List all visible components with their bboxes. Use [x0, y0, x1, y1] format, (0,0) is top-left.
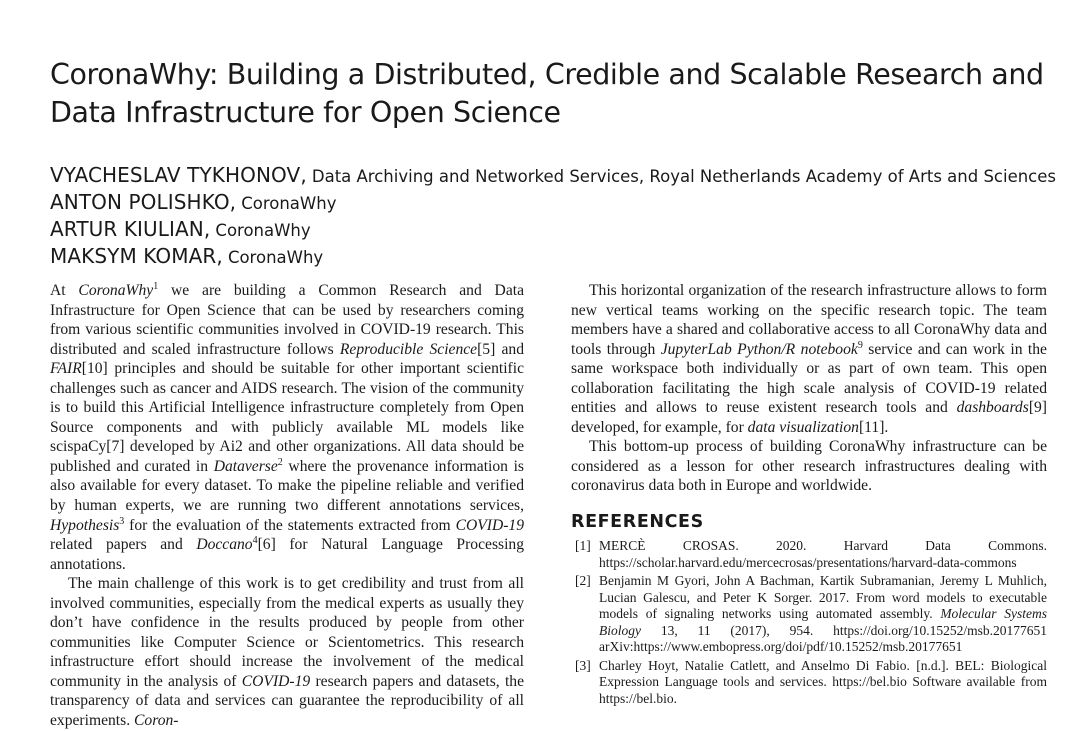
text-run: This horizontal organization of the research infrastructure allows to form new vertical teams working on the specific research topic. The team members have a shared and collaborative access to all CoronaWhy data and tools through	[571, 282, 1047, 358]
text-run: The main challenge of this work is to get credibility and trust from all involved communities, especially from the medical experts as usually they don’t have confidence in the results produced by people from other communities like Computer Science or Scientometrics. This research infrastructure effort should increase the involvement of the medical community in the analysis of	[50, 575, 524, 690]
text-run: At	[50, 282, 79, 299]
references-heading: REFERENCES	[571, 512, 704, 532]
reference-number: [3]	[575, 657, 591, 673]
author-name: ARTUR KIULIAN,	[50, 217, 211, 241]
text-run: [5] and	[477, 340, 524, 358]
footnote-marker: 1	[153, 281, 159, 292]
footnote-marker: 9	[857, 339, 863, 351]
reference-item	[575, 658, 1047, 708]
italic-term: Doccano	[196, 536, 253, 554]
body-paragraph	[571, 281, 1047, 437]
italic-term: JupyterLab Python/R notebook	[660, 340, 858, 358]
italic-term: data visualization	[747, 418, 859, 436]
body-paragraph	[50, 574, 524, 730]
reference-item	[575, 538, 1047, 571]
footnote-marker: 3	[119, 515, 125, 527]
author-name: MAKSYM KOMAR,	[50, 244, 223, 268]
italic-term: Coron-	[134, 712, 179, 730]
text-run: [9] developed, for example, for	[571, 399, 1047, 436]
italic-term: COVID-19	[241, 672, 311, 690]
author-entry	[50, 216, 1080, 243]
text-run: where the provenance information is also available for every dataset. To make the pipeline reliable and verified by human experts, we are running two different annotations services,	[50, 457, 524, 515]
text-run: for the evaluation of the statements extracted from	[124, 516, 456, 534]
text-run: service and can work in the same workspace both individually or as part of own team. This open collaboration facilitating the high scale analysis of COVID-19 related entities and allows to reuse existent research tools and	[571, 340, 1047, 417]
reference-list	[575, 538, 1047, 709]
author-name: ANTON POLISHKO,	[50, 190, 237, 214]
right-column	[571, 281, 1047, 496]
author-list	[50, 162, 1080, 270]
author-affiliation: Data Archiving and Networked Services, Royal Netherlands Academy of Arts and Sciences	[311, 167, 1057, 186]
footnote-marker: 4	[252, 535, 258, 547]
reference-text: Benjamin M Gyori, John A Bachman, Kartik Subramanian, Jeremy L Muhlich, Lucian Galescu, and Peter K Sorger. 2017. From word models to executable models of signaling networks using automated assembly.	[599, 573, 1047, 621]
text-run: [6] for Natural Language Processing annotations.	[50, 536, 525, 573]
text-run: research papers and datasets, the transparency of data and services can guarantee the reproducibility of all experiments.	[50, 672, 525, 730]
left-column	[50, 281, 524, 731]
text-run: we are building a Common Research and Data Infrastructure for Open Science that can be used by researchers coming from various scientific communities involved in COVID-19 research. This distributed and scaled infrastructure follows	[50, 282, 524, 358]
author-entry	[50, 243, 1080, 270]
italic-term: COVID-19	[455, 516, 524, 534]
italic-term: dashboards	[956, 399, 1029, 417]
reference-text: 13, 11 (2017), 954. https://doi.org/10.15252/msb.20177651 arXiv:https://www.embopress.org/doi/pdf/10.15252/msb.20177651	[599, 622, 1047, 654]
italic-term: FAIR	[50, 360, 82, 378]
reference-item	[575, 573, 1047, 656]
text-run: related papers and	[50, 536, 197, 554]
author-affiliation: CoronaWhy	[241, 194, 337, 213]
italic-term: Reproducible Science	[339, 340, 478, 358]
text-run: [10] principles and should be suitable for other important scientific challenges such as cancer and AIDS research. The vision of the community is to build this Artificial Intelligence infrastructure completely from Open Source components and with publicly available ML models like scispaCy[7] developed by Ai2 and other organizations. All data should be published and curated in	[50, 360, 524, 475]
reference-text: MERCÈ CROSAS. 2020. Harvard Data Commons. https://scholar.harvard.edu/mercecrosas/presentations/harvard-data-commons	[599, 538, 1047, 570]
reference-text: Charley Hoyt, Natalie Catlett, and Anselmo Di Fabio. [n.d.]. BEL: Biological Expression Language tools and services. https://bel.bio Software available from https://bel.bio.	[599, 657, 1047, 706]
body-paragraph	[50, 281, 524, 574]
footnote-marker: 2	[277, 456, 283, 468]
paper-title: CoronaWhy: Building a Distributed, Credible and Scalable Research and Data Infrastructure for Open Science	[50, 58, 1044, 129]
author-entry	[50, 189, 1080, 216]
author-entry	[50, 162, 1080, 189]
body-paragraph: This bottom-up process of building CoronaWhy infrastructure can be considered as a lesson for other research infrastructures dealing with coronavirus data both in Europe and worldwide.	[571, 438, 1047, 495]
reference-number: [1]	[575, 538, 591, 553]
italic-term: Hypothesis	[50, 516, 120, 534]
italic-term: CoronaWhy	[78, 282, 154, 299]
reference-journal: Molecular Systems Biology	[599, 606, 1047, 638]
reference-number: [2]	[575, 573, 591, 588]
italic-term: Dataverse	[213, 457, 278, 475]
text-run: [11].	[858, 418, 889, 436]
author-affiliation: CoronaWhy	[227, 248, 324, 267]
author-affiliation: CoronaWhy	[215, 221, 311, 240]
author-name: VYACHESLAV TYKHONOV,	[50, 163, 307, 187]
